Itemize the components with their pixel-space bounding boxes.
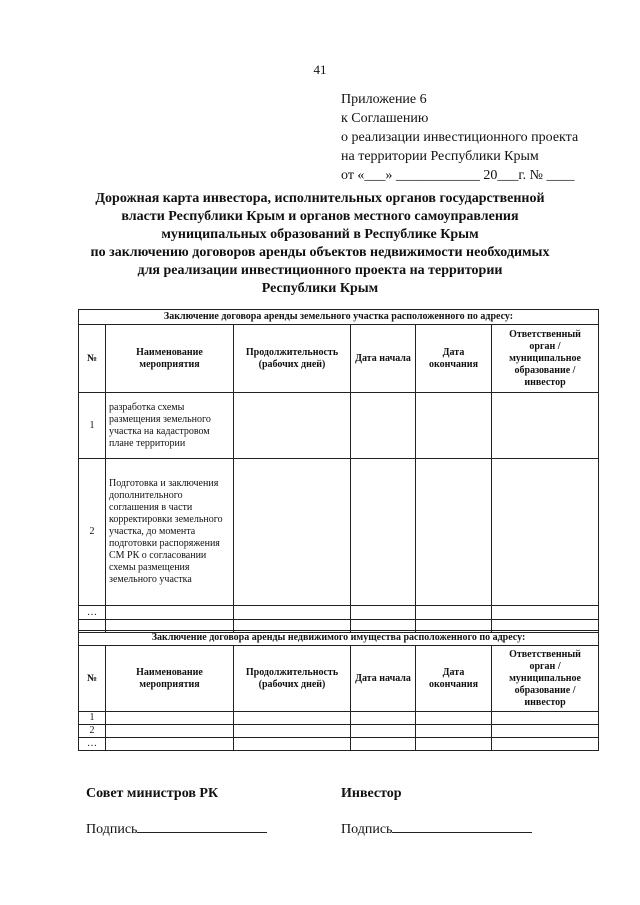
signature-label: Подпись [341, 822, 393, 837]
row-number: 2 [79, 459, 106, 606]
row-end-date [416, 738, 492, 751]
row-name: Подготовка и заключения дополнительного соглашения в части корректировки земельного участка, до момента подготовки распоряжения СМ РК о согласовании схемы размещения земельного участка [106, 459, 234, 606]
header-responsible: Ответственный орган / муниципальное образование / инвестор [492, 325, 599, 393]
row-number: 1 [79, 393, 106, 459]
row-number: 1 [79, 712, 106, 725]
header-start-date: Дата начала [351, 646, 416, 712]
row-number: … [79, 606, 106, 620]
title-line: власти Республики Крым и органов местного самоуправления [121, 209, 519, 224]
row-end-date [416, 725, 492, 738]
row-end-date [416, 393, 492, 459]
row-duration [234, 712, 351, 725]
row-start-date [351, 725, 416, 738]
annex-line: о реализации инвестиционного проекта [341, 130, 579, 145]
annex-block [341, 90, 578, 185]
table-row [79, 712, 599, 725]
title-line: муниципальных образований в Республике Крым [161, 227, 479, 242]
row-start-date [351, 393, 416, 459]
council-signature-field [86, 820, 267, 838]
annex-line: на территории Республики Крым [341, 149, 539, 164]
annex-line: к Соглашению [341, 111, 429, 126]
row-name [106, 738, 234, 751]
header-duration: Продолжительность (рабочих дней) [234, 325, 351, 393]
table-row [79, 459, 599, 606]
header-duration: Продолжительность (рабочих дней) [234, 646, 351, 712]
investor-signatory-title: Инвестор [341, 786, 402, 801]
table-row [79, 738, 599, 751]
row-end-date [416, 459, 492, 606]
header-num: № [79, 646, 106, 712]
row-name [106, 606, 234, 620]
signature-line [137, 820, 267, 833]
title-line: Республики Крым [261, 281, 379, 296]
row-responsible [492, 606, 599, 620]
table-row [79, 725, 599, 738]
row-responsible [492, 393, 599, 459]
row-responsible [492, 738, 599, 751]
row-start-date [351, 712, 416, 725]
row-responsible [492, 725, 599, 738]
row-end-date [416, 606, 492, 620]
header-name: Наименование мероприятия [106, 646, 234, 712]
council-signatory-title: Совет министров РК [86, 786, 219, 801]
investor-signature-field [341, 820, 532, 838]
row-responsible [492, 712, 599, 725]
title-line: Дорожная карта инвестора, исполнительных органов государственной [95, 191, 545, 206]
table-caption: Заключение договора аренды земельного участка расположенного по адресу: [79, 310, 599, 325]
row-end-date [416, 712, 492, 725]
row-start-date [351, 738, 416, 751]
row-duration [234, 459, 351, 606]
row-responsible [492, 459, 599, 606]
row-duration [234, 393, 351, 459]
table-row [79, 393, 599, 459]
row-name [106, 712, 234, 725]
header-end-date: Дата окончания [416, 646, 492, 712]
row-number: 2 [79, 725, 106, 738]
row-start-date [351, 606, 416, 620]
table-caption: Заключение договора аренды недвижимого имущества расположенного по адресу: [79, 631, 599, 646]
header-name: Наименование мероприятия [106, 325, 234, 393]
document-title [60, 190, 580, 298]
annex-line: от «___» ____________ 20___г. № ____ [341, 168, 575, 183]
row-name [106, 725, 234, 738]
header-start-date: Дата начала [351, 325, 416, 393]
annex-line: Приложение 6 [341, 92, 427, 107]
title-line: для реализации инвестиционного проекта на территории [137, 263, 503, 278]
row-duration [234, 738, 351, 751]
property-lease-table [78, 630, 599, 751]
title-line: по заключению договоров аренды объектов недвижимости необходимых [90, 245, 550, 260]
land-lease-table [78, 309, 599, 633]
signature-label: Подпись [86, 822, 138, 837]
header-responsible: Ответственный орган / муниципальное образование / инвестор [492, 646, 599, 712]
row-duration [234, 606, 351, 620]
signature-line [392, 820, 532, 833]
header-end-date: Дата окончания [416, 325, 492, 393]
page-number: 41 [313, 62, 327, 77]
row-name: разработка схемы размещения земельного участка на кадастровом плане территории [106, 393, 234, 459]
row-number: … [79, 738, 106, 751]
table-row [79, 606, 599, 620]
row-duration [234, 725, 351, 738]
header-num: № [79, 325, 106, 393]
row-start-date [351, 459, 416, 606]
